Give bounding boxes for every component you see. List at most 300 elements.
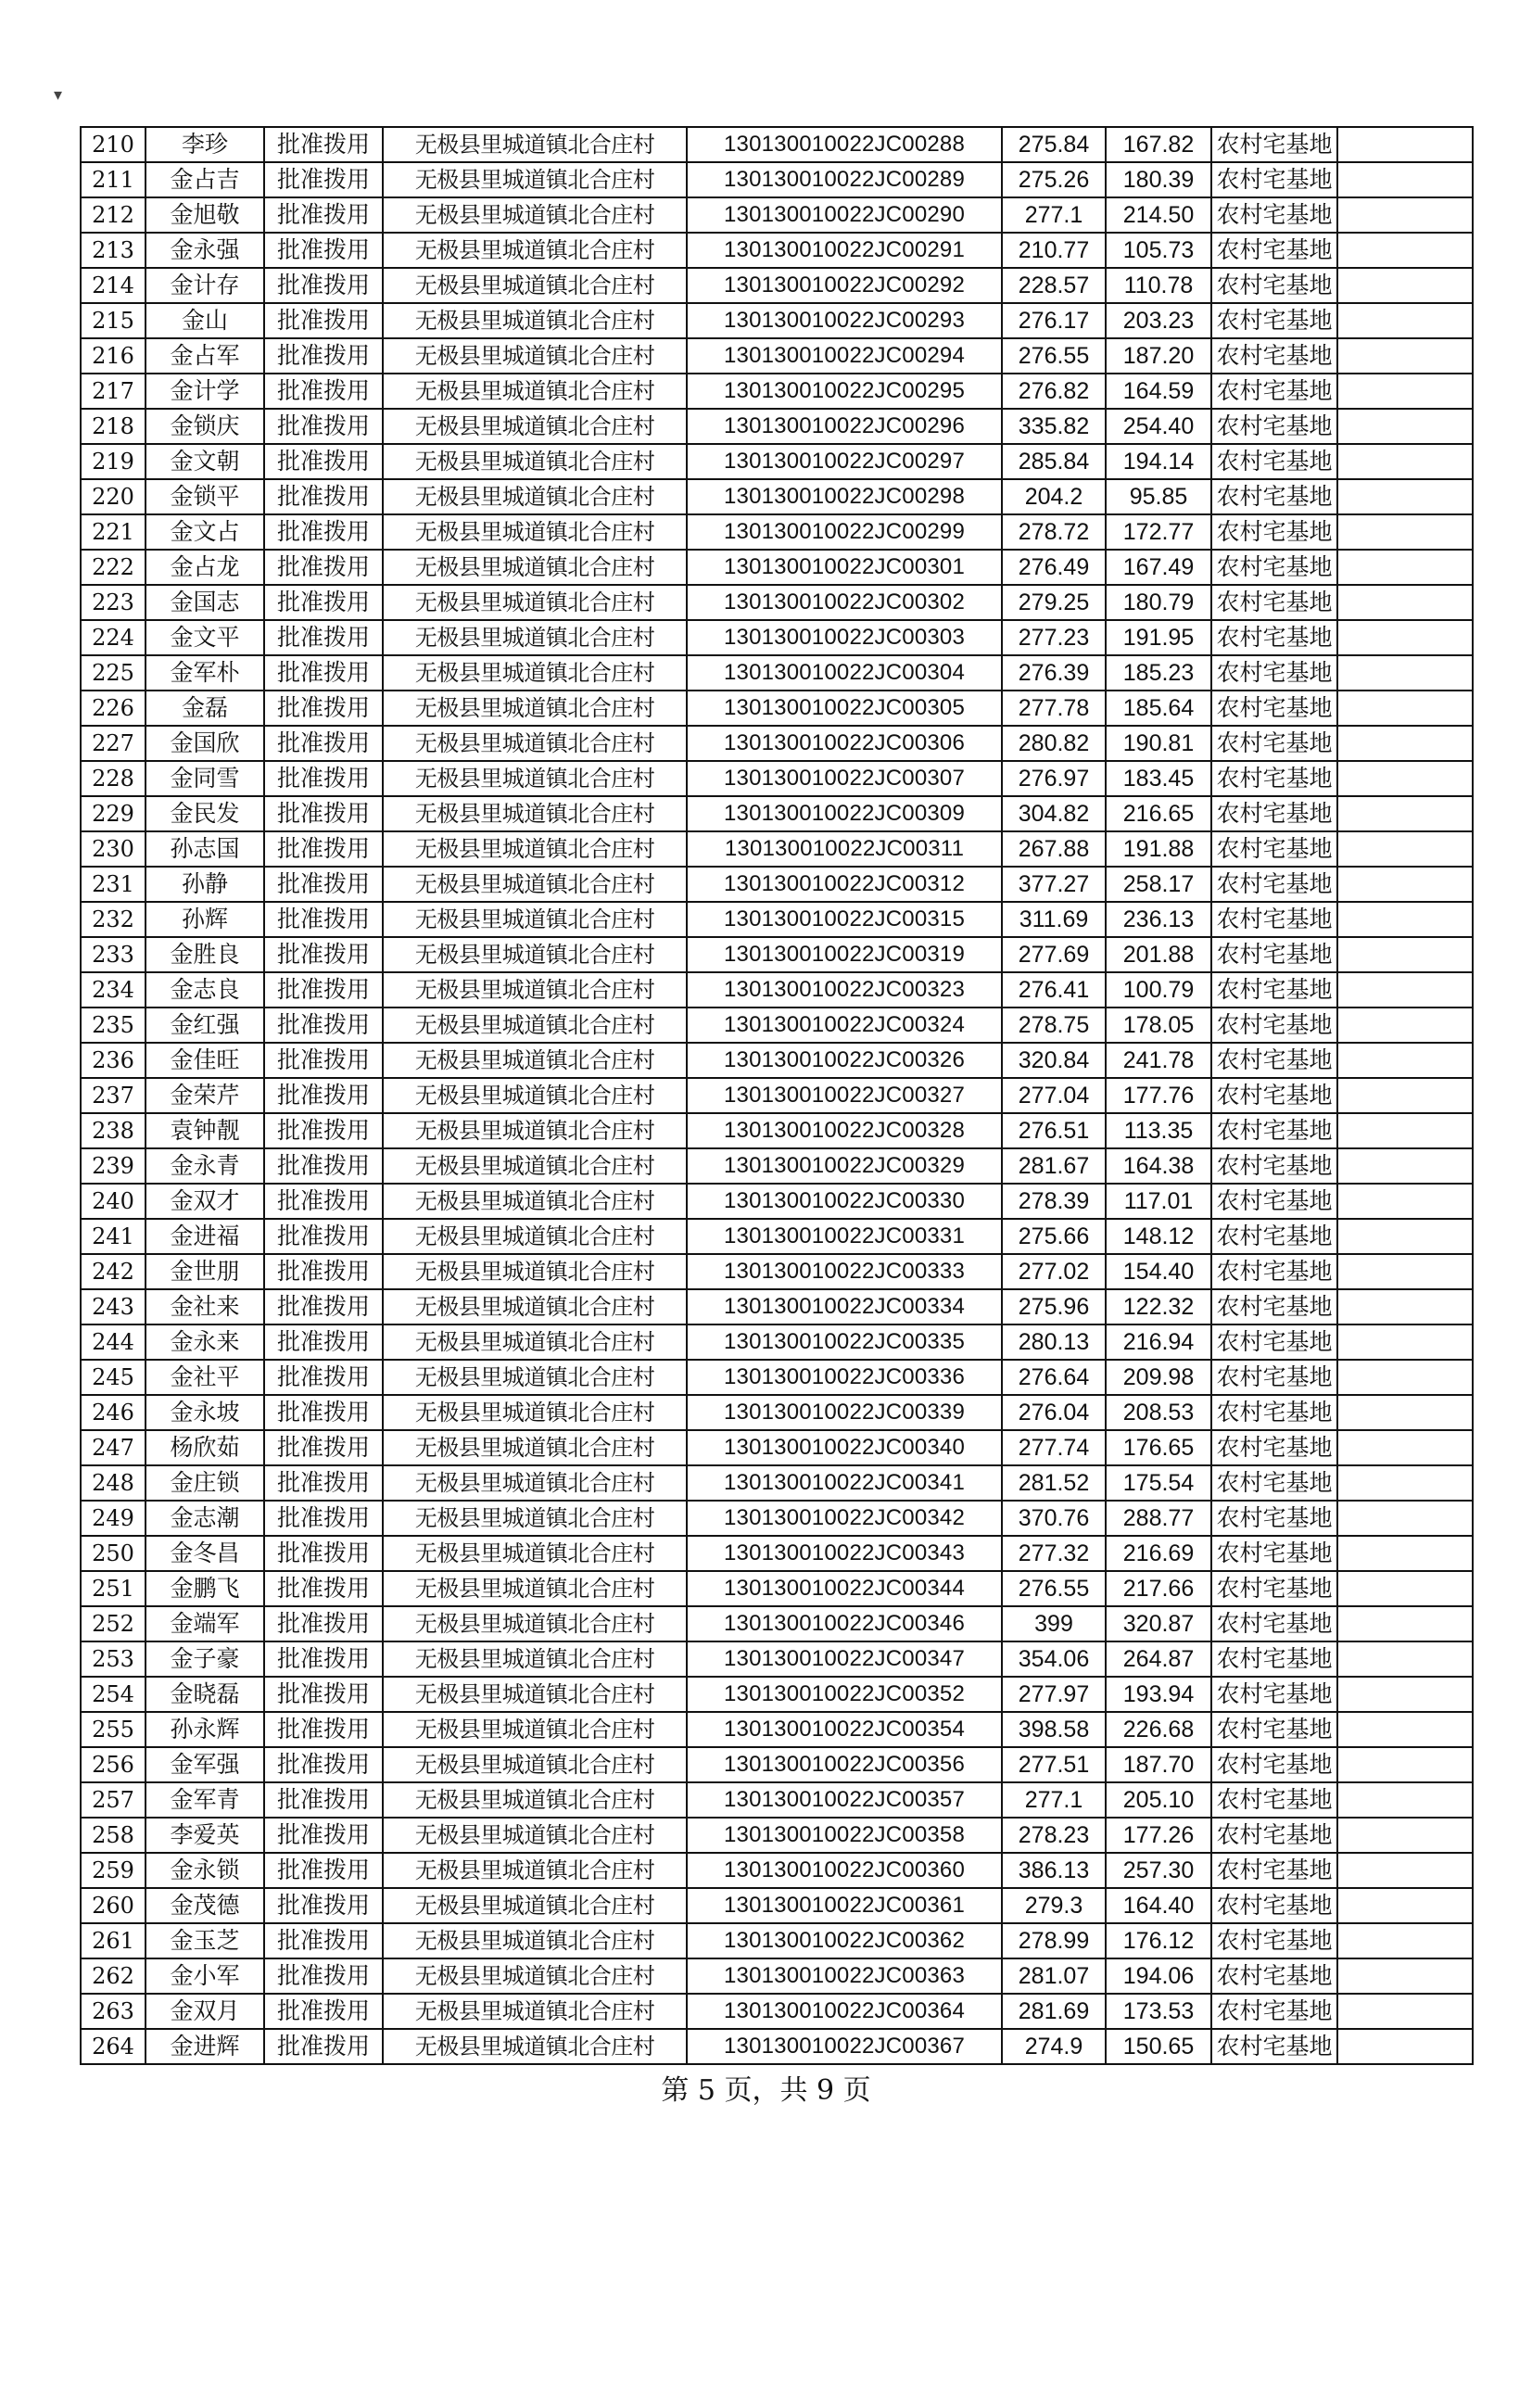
building-area: 183.45 <box>1106 761 1211 796</box>
land-use: 农村宅基地 <box>1211 691 1337 726</box>
building-area: 185.64 <box>1106 691 1211 726</box>
building-area: 288.77 <box>1106 1501 1211 1536</box>
owner-name: 金双月 <box>146 1994 264 2029</box>
table-row <box>81 1677 1473 1712</box>
blank-cell <box>1337 937 1473 972</box>
location: 无极县里城道镇北合庄村 <box>383 1289 687 1324</box>
approval-type: 批准拨用 <box>264 479 383 514</box>
parcel-code: 130130010022JC00294 <box>687 338 1002 374</box>
blank-cell <box>1337 761 1473 796</box>
parcel-code: 130130010022JC00367 <box>687 2029 1002 2064</box>
parcel-area: 228.57 <box>1002 268 1106 303</box>
parcel-area: 276.55 <box>1002 338 1106 374</box>
location: 无极县里城道镇北合庄村 <box>383 1853 687 1888</box>
building-area: 208.53 <box>1106 1395 1211 1430</box>
owner-name: 金永强 <box>146 233 264 268</box>
row-number: 249 <box>81 1501 146 1536</box>
approval-type: 批准拨用 <box>264 409 383 444</box>
approval-type: 批准拨用 <box>264 1571 383 1606</box>
blank-cell <box>1337 233 1473 268</box>
location: 无极县里城道镇北合庄村 <box>383 1501 687 1536</box>
parcel-code: 130130010022JC00306 <box>687 726 1002 761</box>
table-row <box>81 1712 1473 1747</box>
blank-cell <box>1337 162 1473 197</box>
parcel-code: 130130010022JC00362 <box>687 1923 1002 1958</box>
owner-name: 金文占 <box>146 514 264 550</box>
table-body <box>81 127 1473 2064</box>
blank-cell <box>1337 1395 1473 1430</box>
table-row <box>81 409 1473 444</box>
blank-cell <box>1337 902 1473 937</box>
land-use: 农村宅基地 <box>1211 550 1337 585</box>
building-area: 180.79 <box>1106 585 1211 620</box>
approval-type: 批准拨用 <box>264 162 383 197</box>
location: 无极县里城道镇北合庄村 <box>383 726 687 761</box>
building-area: 172.77 <box>1106 514 1211 550</box>
location: 无极县里城道镇北合庄村 <box>383 1747 687 1782</box>
owner-name: 金旭敬 <box>146 197 264 233</box>
building-area: 236.13 <box>1106 902 1211 937</box>
row-number: 219 <box>81 444 146 479</box>
row-number: 233 <box>81 937 146 972</box>
approval-type: 批准拨用 <box>264 197 383 233</box>
parcel-area: 278.39 <box>1002 1184 1106 1219</box>
parcel-code: 130130010022JC00303 <box>687 620 1002 655</box>
land-use: 农村宅基地 <box>1211 444 1337 479</box>
table-row <box>81 655 1473 691</box>
table-row <box>81 303 1473 338</box>
blank-cell <box>1337 726 1473 761</box>
location: 无极县里城道镇北合庄村 <box>383 162 687 197</box>
parcel-area: 335.82 <box>1002 409 1106 444</box>
row-number: 256 <box>81 1747 146 1782</box>
table-row <box>81 162 1473 197</box>
owner-name: 金磊 <box>146 691 264 726</box>
land-use: 农村宅基地 <box>1211 1747 1337 1782</box>
blank-cell <box>1337 691 1473 726</box>
table-row <box>81 2029 1473 2064</box>
blank-cell <box>1337 831 1473 867</box>
owner-name: 金计学 <box>146 374 264 409</box>
location: 无极县里城道镇北合庄村 <box>383 444 687 479</box>
approval-type: 批准拨用 <box>264 127 383 162</box>
row-number: 246 <box>81 1395 146 1430</box>
approval-type: 批准拨用 <box>264 796 383 831</box>
owner-name: 杨欣茹 <box>146 1430 264 1465</box>
location: 无极县里城道镇北合庄村 <box>383 1571 687 1606</box>
blank-cell <box>1337 1994 1473 2029</box>
row-number: 253 <box>81 1641 146 1677</box>
location: 无极县里城道镇北合庄村 <box>383 1606 687 1641</box>
land-use: 农村宅基地 <box>1211 1465 1337 1501</box>
location: 无极县里城道镇北合庄村 <box>383 831 687 867</box>
table-row <box>81 867 1473 902</box>
row-number: 230 <box>81 831 146 867</box>
parcel-code: 130130010022JC00302 <box>687 585 1002 620</box>
parcel-area: 277.69 <box>1002 937 1106 972</box>
location: 无极县里城道镇北合庄村 <box>383 1712 687 1747</box>
owner-name: 金民发 <box>146 796 264 831</box>
building-area: 201.88 <box>1106 937 1211 972</box>
location: 无极县里城道镇北合庄村 <box>383 197 687 233</box>
location: 无极县里城道镇北合庄村 <box>383 1994 687 2029</box>
parcel-code: 130130010022JC00341 <box>687 1465 1002 1501</box>
approval-type: 批准拨用 <box>264 338 383 374</box>
parcel-code: 130130010022JC00364 <box>687 1994 1002 2029</box>
blank-cell <box>1337 550 1473 585</box>
row-number: 258 <box>81 1818 146 1853</box>
location: 无极县里城道镇北合庄村 <box>383 1958 687 1994</box>
blank-cell <box>1337 2029 1473 2064</box>
location: 无极县里城道镇北合庄村 <box>383 1430 687 1465</box>
approval-type: 批准拨用 <box>264 1254 383 1289</box>
table-row <box>81 726 1473 761</box>
owner-name: 金计存 <box>146 268 264 303</box>
blank-cell <box>1337 479 1473 514</box>
parcel-code: 130130010022JC00319 <box>687 937 1002 972</box>
owner-name: 金国欣 <box>146 726 264 761</box>
land-use: 农村宅基地 <box>1211 902 1337 937</box>
parcel-area: 275.84 <box>1002 127 1106 162</box>
approval-type: 批准拨用 <box>264 937 383 972</box>
land-use: 农村宅基地 <box>1211 2029 1337 2064</box>
approval-type: 批准拨用 <box>264 374 383 409</box>
building-area: 194.14 <box>1106 444 1211 479</box>
owner-name: 金胜良 <box>146 937 264 972</box>
owner-name: 金军朴 <box>146 655 264 691</box>
location: 无极县里城道镇北合庄村 <box>383 514 687 550</box>
parcel-code: 130130010022JC00354 <box>687 1712 1002 1747</box>
location: 无极县里城道镇北合庄村 <box>383 338 687 374</box>
row-number: 257 <box>81 1782 146 1818</box>
row-number: 259 <box>81 1853 146 1888</box>
parcel-area: 277.51 <box>1002 1747 1106 1782</box>
table-row <box>81 1219 1473 1254</box>
table-row <box>81 1958 1473 1994</box>
blank-cell <box>1337 620 1473 655</box>
row-number: 263 <box>81 1994 146 2029</box>
owner-name: 金锁平 <box>146 479 264 514</box>
parcel-area: 399 <box>1002 1606 1106 1641</box>
land-use: 农村宅基地 <box>1211 1677 1337 1712</box>
blank-cell <box>1337 197 1473 233</box>
building-area: 148.12 <box>1106 1219 1211 1254</box>
land-use: 农村宅基地 <box>1211 1008 1337 1043</box>
parcel-code: 130130010022JC00298 <box>687 479 1002 514</box>
owner-name: 金鹏飞 <box>146 1571 264 1606</box>
parcel-area: 281.07 <box>1002 1958 1106 1994</box>
location: 无极县里城道镇北合庄村 <box>383 1078 687 1113</box>
table-row <box>81 620 1473 655</box>
building-area: 258.17 <box>1106 867 1211 902</box>
table-row <box>81 233 1473 268</box>
location: 无极县里城道镇北合庄村 <box>383 796 687 831</box>
location: 无极县里城道镇北合庄村 <box>383 620 687 655</box>
table-row <box>81 1501 1473 1536</box>
approval-type: 批准拨用 <box>264 1958 383 1994</box>
parcel-code: 130130010022JC00288 <box>687 127 1002 162</box>
parcel-code: 130130010022JC00330 <box>687 1184 1002 1219</box>
land-use: 农村宅基地 <box>1211 796 1337 831</box>
owner-name: 金晓磊 <box>146 1677 264 1712</box>
row-number: 225 <box>81 655 146 691</box>
table-row <box>81 127 1473 162</box>
owner-name: 金世朋 <box>146 1254 264 1289</box>
building-area: 95.85 <box>1106 479 1211 514</box>
blank-cell <box>1337 1430 1473 1465</box>
blank-cell <box>1337 514 1473 550</box>
building-area: 167.82 <box>1106 127 1211 162</box>
blank-cell <box>1337 1536 1473 1571</box>
row-number: 250 <box>81 1536 146 1571</box>
building-area: 105.73 <box>1106 233 1211 268</box>
table-row <box>81 1395 1473 1430</box>
building-area: 264.87 <box>1106 1641 1211 1677</box>
row-number: 247 <box>81 1430 146 1465</box>
blank-cell <box>1337 374 1473 409</box>
table-row <box>81 1289 1473 1324</box>
table-row <box>81 550 1473 585</box>
row-number: 218 <box>81 409 146 444</box>
building-area: 187.70 <box>1106 1747 1211 1782</box>
owner-name: 金永坡 <box>146 1395 264 1430</box>
land-use: 农村宅基地 <box>1211 303 1337 338</box>
owner-name: 金永锁 <box>146 1853 264 1888</box>
approval-type: 批准拨用 <box>264 1395 383 1430</box>
building-area: 241.78 <box>1106 1043 1211 1078</box>
land-use: 农村宅基地 <box>1211 726 1337 761</box>
approval-type: 批准拨用 <box>264 1818 383 1853</box>
land-use: 农村宅基地 <box>1211 1782 1337 1818</box>
parcel-code: 130130010022JC00324 <box>687 1008 1002 1043</box>
table-row <box>81 1641 1473 1677</box>
row-number: 227 <box>81 726 146 761</box>
approval-type: 批准拨用 <box>264 1888 383 1923</box>
owner-name: 金冬昌 <box>146 1536 264 1571</box>
approval-type: 批准拨用 <box>264 1360 383 1395</box>
owner-name: 金社来 <box>146 1289 264 1324</box>
parcel-code: 130130010022JC00301 <box>687 550 1002 585</box>
parcel-code: 130130010022JC00357 <box>687 1782 1002 1818</box>
location: 无极县里城道镇北合庄村 <box>383 1818 687 1853</box>
row-number: 248 <box>81 1465 146 1501</box>
building-area: 173.53 <box>1106 1994 1211 2029</box>
location: 无极县里城道镇北合庄村 <box>383 585 687 620</box>
land-use: 农村宅基地 <box>1211 867 1337 902</box>
building-area: 190.81 <box>1106 726 1211 761</box>
approval-type: 批准拨用 <box>264 2029 383 2064</box>
parcel-code: 130130010022JC00342 <box>687 1501 1002 1536</box>
owner-name: 金永来 <box>146 1324 264 1360</box>
parcel-code: 130130010022JC00352 <box>687 1677 1002 1712</box>
table-row <box>81 796 1473 831</box>
building-area: 216.94 <box>1106 1324 1211 1360</box>
parcel-area: 204.2 <box>1002 479 1106 514</box>
approval-type: 批准拨用 <box>264 550 383 585</box>
location: 无极县里城道镇北合庄村 <box>383 937 687 972</box>
blank-cell <box>1337 1677 1473 1712</box>
approval-type: 批准拨用 <box>264 1008 383 1043</box>
parcel-area: 275.96 <box>1002 1289 1106 1324</box>
parcel-area: 311.69 <box>1002 902 1106 937</box>
parcel-area: 281.67 <box>1002 1148 1106 1184</box>
location: 无极县里城道镇北合庄村 <box>383 127 687 162</box>
parcel-area: 278.99 <box>1002 1923 1106 1958</box>
approval-type: 批准拨用 <box>264 1641 383 1677</box>
row-number: 262 <box>81 1958 146 1994</box>
table-row <box>81 1888 1473 1923</box>
parcel-area: 277.04 <box>1002 1078 1106 1113</box>
parcel-code: 130130010022JC00299 <box>687 514 1002 550</box>
row-number: 213 <box>81 233 146 268</box>
parcel-area: 276.04 <box>1002 1395 1106 1430</box>
parcel-area: 277.97 <box>1002 1677 1106 1712</box>
parcel-code: 130130010022JC00323 <box>687 972 1002 1008</box>
table-row <box>81 585 1473 620</box>
blank-cell <box>1337 1360 1473 1395</box>
row-number: 212 <box>81 197 146 233</box>
building-area: 257.30 <box>1106 1853 1211 1888</box>
table-row <box>81 1148 1473 1184</box>
blank-cell <box>1337 268 1473 303</box>
building-area: 164.38 <box>1106 1148 1211 1184</box>
land-use: 农村宅基地 <box>1211 1148 1337 1184</box>
owner-name: 金山 <box>146 303 264 338</box>
location: 无极县里城道镇北合庄村 <box>383 268 687 303</box>
owner-name: 李爱英 <box>146 1818 264 1853</box>
parcel-area: 370.76 <box>1002 1501 1106 1536</box>
owner-name: 孙静 <box>146 867 264 902</box>
row-number: 236 <box>81 1043 146 1078</box>
location: 无极县里城道镇北合庄村 <box>383 655 687 691</box>
table-row <box>81 1078 1473 1113</box>
parcel-area: 280.82 <box>1002 726 1106 761</box>
row-number: 210 <box>81 127 146 162</box>
row-number: 245 <box>81 1360 146 1395</box>
row-number: 216 <box>81 338 146 374</box>
blank-cell <box>1337 1289 1473 1324</box>
owner-name: 金红强 <box>146 1008 264 1043</box>
parcel-area: 276.49 <box>1002 550 1106 585</box>
land-use: 农村宅基地 <box>1211 972 1337 1008</box>
owner-name: 孙永辉 <box>146 1712 264 1747</box>
land-use: 农村宅基地 <box>1211 514 1337 550</box>
parcel-code: 130130010022JC00305 <box>687 691 1002 726</box>
row-number: 241 <box>81 1219 146 1254</box>
parcel-code: 130130010022JC00297 <box>687 444 1002 479</box>
row-number: 242 <box>81 1254 146 1289</box>
parcel-area: 278.75 <box>1002 1008 1106 1043</box>
parcel-area: 276.82 <box>1002 374 1106 409</box>
row-number: 251 <box>81 1571 146 1606</box>
owner-name: 金进福 <box>146 1219 264 1254</box>
blank-cell <box>1337 1043 1473 1078</box>
parcel-code: 130130010022JC00312 <box>687 867 1002 902</box>
location: 无极县里城道镇北合庄村 <box>383 550 687 585</box>
approval-type: 批准拨用 <box>264 1078 383 1113</box>
blank-cell <box>1337 1853 1473 1888</box>
approval-type: 批准拨用 <box>264 902 383 937</box>
location: 无极县里城道镇北合庄村 <box>383 1923 687 1958</box>
land-use: 农村宅基地 <box>1211 1712 1337 1747</box>
parcel-code: 130130010022JC00289 <box>687 162 1002 197</box>
blank-cell <box>1337 1184 1473 1219</box>
building-area: 176.12 <box>1106 1923 1211 1958</box>
blank-cell <box>1337 655 1473 691</box>
location: 无极县里城道镇北合庄村 <box>383 1782 687 1818</box>
table-row <box>81 1782 1473 1818</box>
approval-type: 批准拨用 <box>264 1994 383 2029</box>
parcel-area: 276.17 <box>1002 303 1106 338</box>
parcel-area: 279.25 <box>1002 585 1106 620</box>
land-use: 农村宅基地 <box>1211 233 1337 268</box>
owner-name: 金进辉 <box>146 2029 264 2064</box>
table-row <box>81 1465 1473 1501</box>
page-number: 第 5 页，共 9 页 <box>661 2074 871 2107</box>
row-number: 214 <box>81 268 146 303</box>
location: 无极县里城道镇北合庄村 <box>383 1008 687 1043</box>
row-number: 238 <box>81 1113 146 1148</box>
land-use: 农村宅基地 <box>1211 1113 1337 1148</box>
building-area: 209.98 <box>1106 1360 1211 1395</box>
land-use: 农村宅基地 <box>1211 1219 1337 1254</box>
building-area: 185.23 <box>1106 655 1211 691</box>
land-use: 农村宅基地 <box>1211 1923 1337 1958</box>
parcel-area: 277.02 <box>1002 1254 1106 1289</box>
land-use: 农村宅基地 <box>1211 1994 1337 2029</box>
table-row <box>81 1360 1473 1395</box>
location: 无极县里城道镇北合庄村 <box>383 867 687 902</box>
parcel-code: 130130010022JC00340 <box>687 1430 1002 1465</box>
building-area: 175.54 <box>1106 1465 1211 1501</box>
building-area: 226.68 <box>1106 1712 1211 1747</box>
owner-name: 金端军 <box>146 1606 264 1641</box>
parcel-code: 130130010022JC00346 <box>687 1606 1002 1641</box>
blank-cell <box>1337 796 1473 831</box>
approval-type: 批准拨用 <box>264 620 383 655</box>
owner-name: 金占吉 <box>146 162 264 197</box>
approval-type: 批准拨用 <box>264 726 383 761</box>
table-row <box>81 1254 1473 1289</box>
location: 无极县里城道镇北合庄村 <box>383 374 687 409</box>
building-area: 164.40 <box>1106 1888 1211 1923</box>
parcel-area: 354.06 <box>1002 1641 1106 1677</box>
approval-type: 批准拨用 <box>264 1536 383 1571</box>
parcel-code: 130130010022JC00293 <box>687 303 1002 338</box>
building-area: 205.10 <box>1106 1782 1211 1818</box>
approval-type: 批准拨用 <box>264 1430 383 1465</box>
land-use: 农村宅基地 <box>1211 1888 1337 1923</box>
location: 无极县里城道镇北合庄村 <box>383 761 687 796</box>
row-number: 224 <box>81 620 146 655</box>
blank-cell <box>1337 1501 1473 1536</box>
land-use: 农村宅基地 <box>1211 127 1337 162</box>
land-use: 农村宅基地 <box>1211 1606 1337 1641</box>
approval-type: 批准拨用 <box>264 1043 383 1078</box>
approval-type: 批准拨用 <box>264 514 383 550</box>
parcel-area: 276.51 <box>1002 1113 1106 1148</box>
approval-type: 批准拨用 <box>264 691 383 726</box>
row-number: 235 <box>81 1008 146 1043</box>
building-area: 217.66 <box>1106 1571 1211 1606</box>
blank-cell <box>1337 1782 1473 1818</box>
approval-type: 批准拨用 <box>264 1148 383 1184</box>
row-number: 232 <box>81 902 146 937</box>
owner-name: 金玉芝 <box>146 1923 264 1958</box>
table-row <box>81 1113 1473 1148</box>
row-number: 231 <box>81 867 146 902</box>
table-row <box>81 1571 1473 1606</box>
